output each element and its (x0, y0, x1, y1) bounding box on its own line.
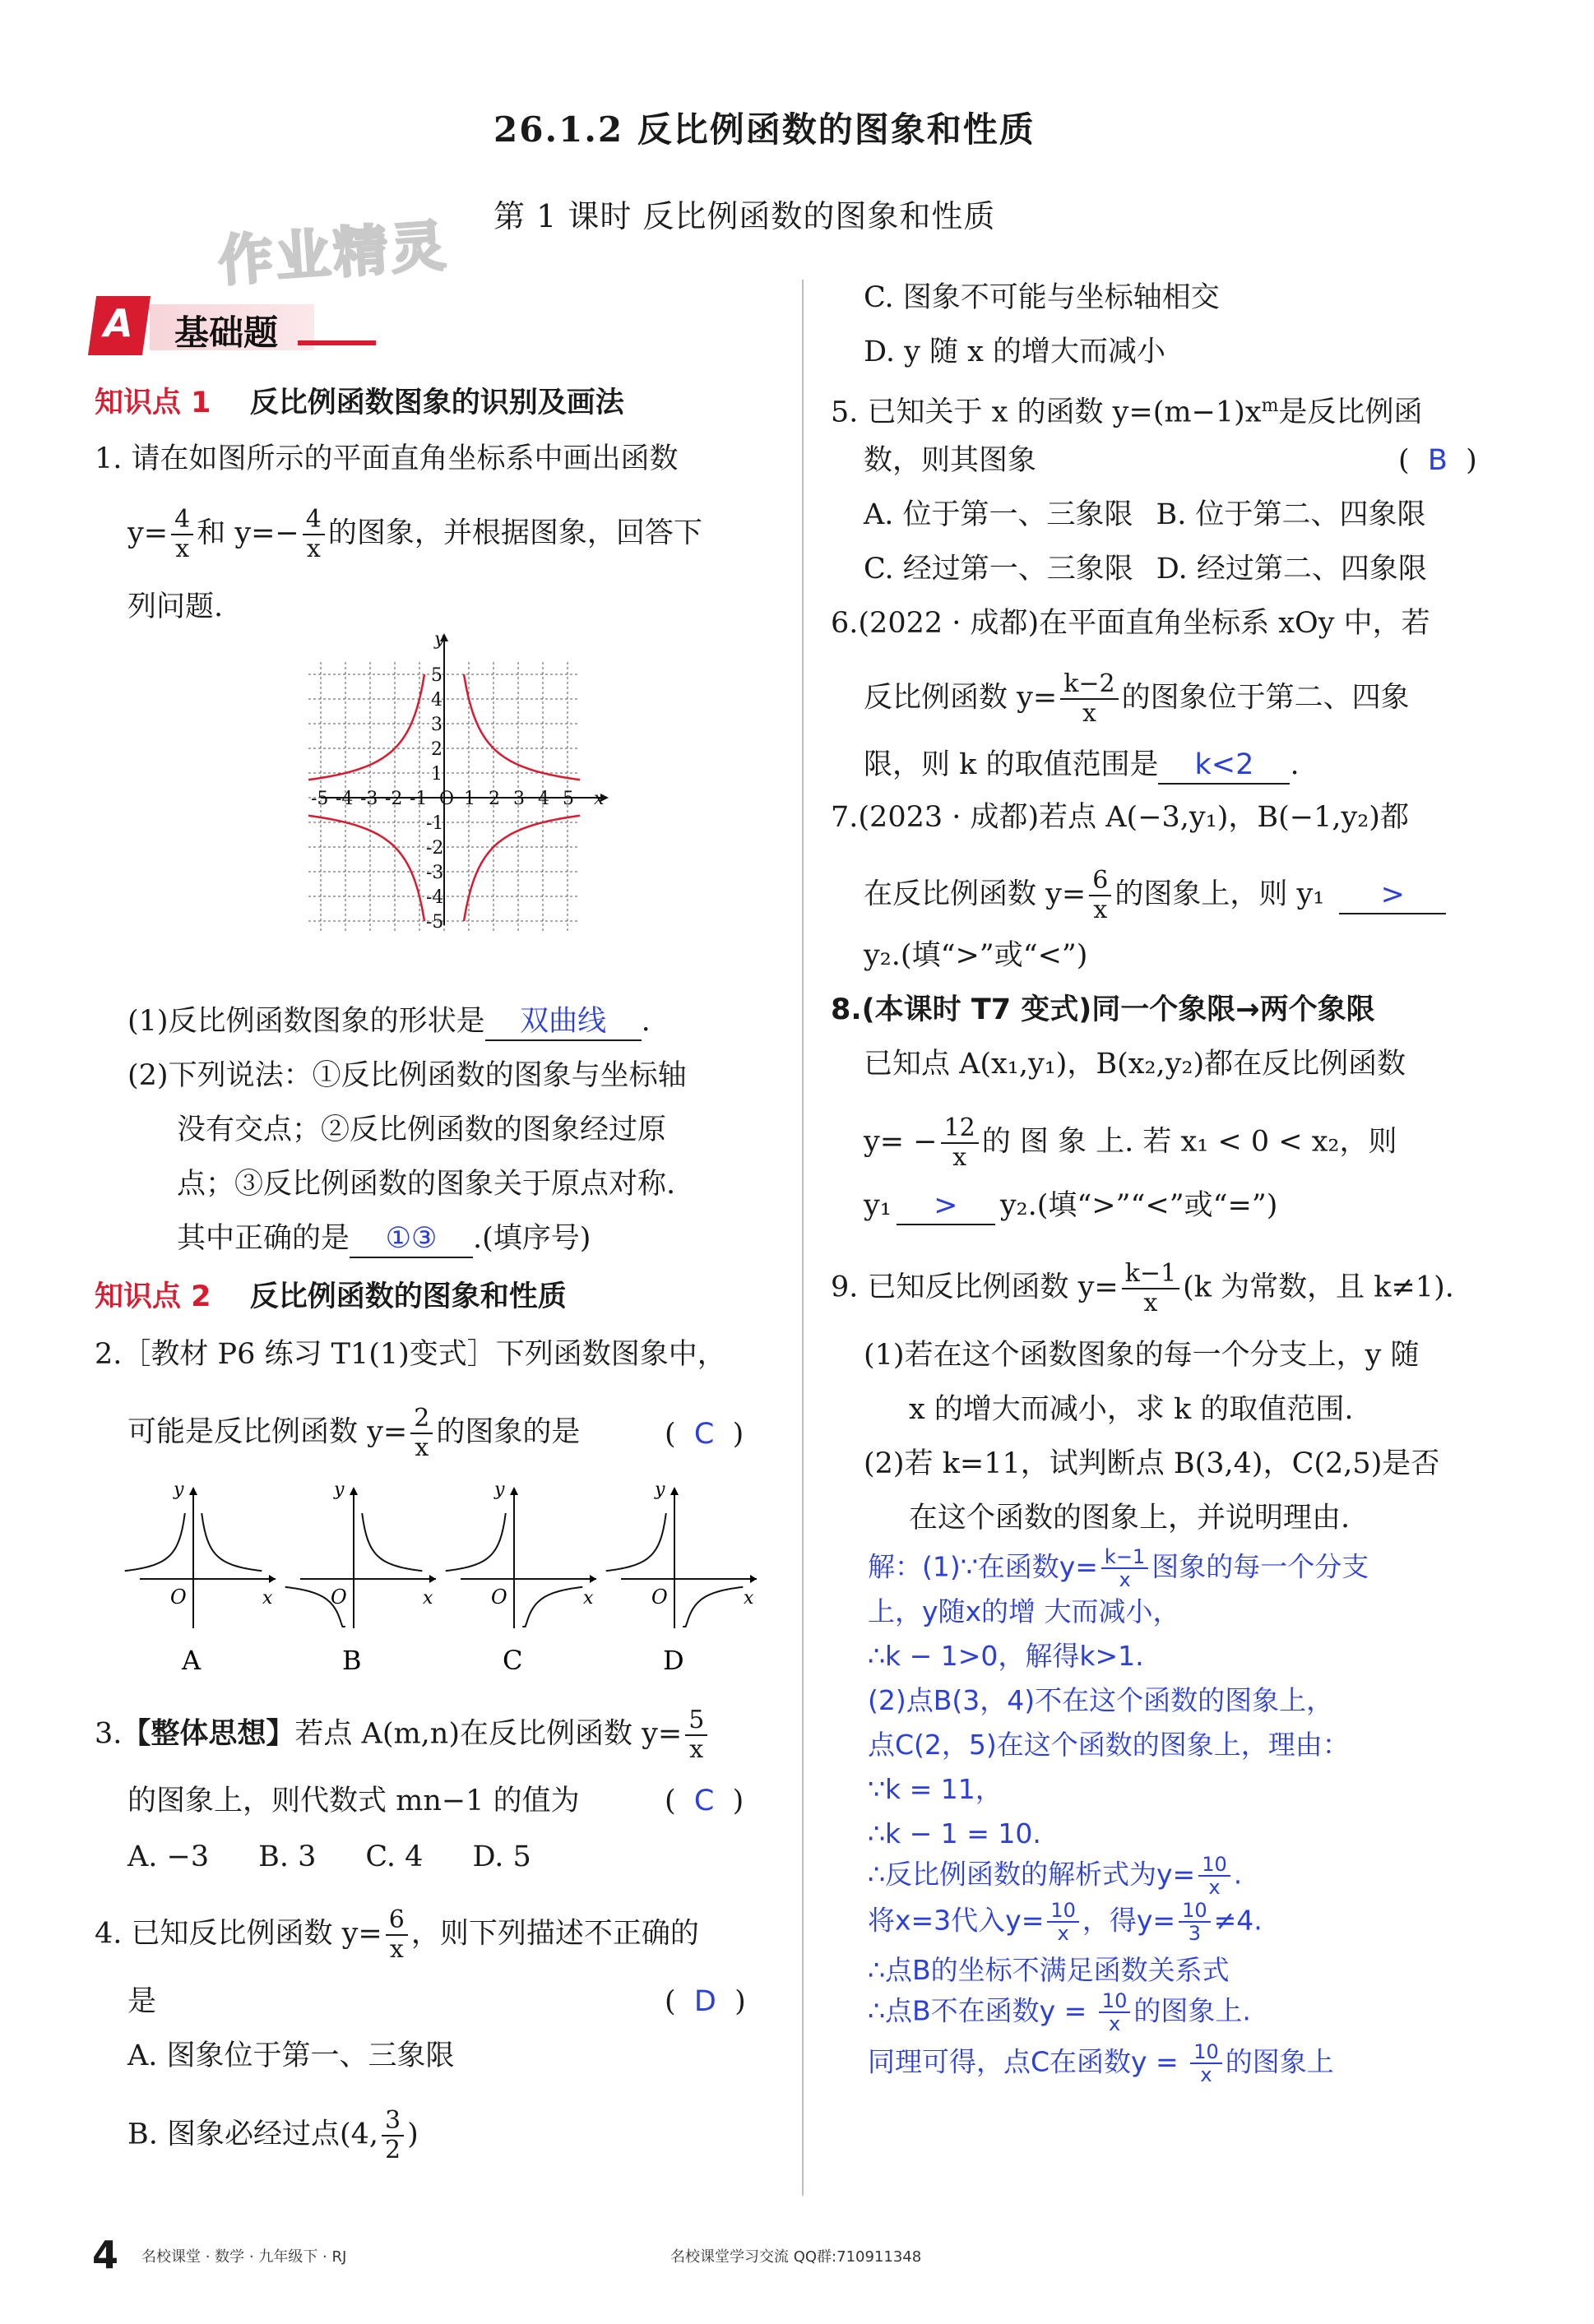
y-axis-label: y (434, 629, 445, 650)
q9-sub1-l1: (1)若在这个函数图象的每一个分支上，y 随 (864, 1339, 1420, 1372)
option-label: C (503, 1645, 523, 1676)
option-curve (446, 1513, 506, 1571)
q5-options-ab: A. 位于第一、三象限 B. 位于第二、四象限 (864, 498, 1426, 531)
q9-solution-10: ∴点B的坐标不满足函数关系式 (868, 1954, 1230, 1986)
section-badge (92, 296, 372, 355)
q9-solution-12: 同理可得，点C在函数y = $\frac{10}{x}$ 的图象上 (868, 2040, 1334, 2086)
q1-sub2-l1: (2)下列说法：①反比例函数的图象与坐标轴 (127, 1059, 687, 1092)
q3-line2: 的图象上，则代数式 mn−1 的值为 (127, 1785, 580, 1817)
q8-line1: 8.(本课时 T7 变式)同一个象限→两个象限 (831, 993, 1375, 1026)
hyperbola-grid-graph (311, 629, 609, 933)
option-curve (202, 1513, 262, 1571)
q5-answer: ( B ) (1398, 444, 1477, 477)
option-label: D (663, 1645, 684, 1676)
x-tick-label: 4 (538, 789, 549, 809)
option-curve (522, 1587, 582, 1627)
q4-answer: ( D ) (665, 1985, 746, 2018)
lesson-title: 第 1 课时 反比例函数的图象和性质 (493, 198, 996, 234)
x-label: x (423, 1588, 433, 1609)
q2-option-graphs (132, 1472, 754, 1678)
q7-line2: 在反比例函数 y= $\frac{6}{x}$ 的图象上，则 y₁ > (864, 867, 1446, 924)
q3-answer: ( C ) (665, 1785, 744, 1817)
q4-option-c: C. 图象不可能与坐标轴相交 (864, 281, 1220, 314)
hyperbola-branch (308, 816, 424, 921)
q4-line2: 是 (127, 1985, 157, 2018)
y-label: y (655, 1479, 665, 1500)
y-tick-label: 4 (431, 690, 443, 711)
y-label: y (174, 1479, 184, 1500)
badge-label: 基础题 (174, 312, 279, 353)
q9-solution-3: ∴k − 1>0，解得k>1. (868, 1640, 1144, 1672)
option-label: A (182, 1645, 202, 1676)
y-label: y (334, 1479, 345, 1500)
q1-line3: 列问题. (127, 590, 224, 623)
x-tick-label: 2 (489, 789, 500, 809)
q6-line1: 6.(2022 · 成都)在平面直角坐标系 xOy 中，若 (831, 607, 1430, 640)
q2-option-graph-B (285, 1479, 436, 1676)
knowledge-point-2: 知识点 2 反比例函数的图象和性质 (95, 1280, 567, 1313)
option-curve (362, 1513, 422, 1571)
x-tick-label: 5 (563, 789, 574, 809)
q9-line1: 9. 已知反比例函数 y= $\frac{k-1}{x}$ (k 为常数，且 k≠1). (831, 1259, 1454, 1317)
x-tick-label: -2 (385, 789, 403, 809)
origin-label: O (491, 1586, 507, 1609)
q9-solution-9: 将x=3代入y= $\frac{10}{x}$ ，得y= $\frac{10}{3}$ ≠4. (868, 1899, 1263, 1945)
q8-line2: 已知点 A(x₁,y₁)，B(x₂,y₂)都在反比例函数 (864, 1048, 1406, 1081)
x-tick-label: -4 (336, 789, 354, 809)
x-tick-label: 1 (464, 789, 475, 809)
q9-sub2-l1: (2)若 k=11，试判断点 B(3,4)，C(2,5)是否 (864, 1447, 1440, 1480)
option-curve (606, 1513, 666, 1571)
section-title: 26.1.2 反比例函数的图象和性质 (493, 109, 1036, 150)
q9-solution-6: ∵k = 11， (868, 1773, 1003, 1805)
x-axis-label: x (594, 789, 605, 809)
origin-label: O (331, 1586, 347, 1609)
q9-solution-2: 上，y随x的增 大而减小， (868, 1595, 1180, 1627)
q1-sub2-l2: 没有交点；②反比例函数的图象经过原 (177, 1113, 667, 1146)
q4-option-a: A. 图象位于第一、三象限 (127, 2039, 455, 2072)
q4-option-b: B. 图象必经过点(4, $\frac{3}{2}$ ) (127, 2106, 419, 2164)
x-tick-label: O (439, 789, 455, 809)
q5-line2: 数，则其图象 (864, 444, 1037, 477)
q1-line1: 1. 请在如图所示的平面直角坐标系中画出函数 (95, 442, 679, 475)
q9-solution-4: (2)点B(3，4)不在这个函数的图象上， (868, 1684, 1334, 1716)
page-number: 4 (92, 2233, 119, 2277)
knowledge-point-1: 知识点 1 反比例函数图象的识别及画法 (95, 387, 624, 419)
q1-sub1: (1)反比例函数图象的形状是 双曲线 . (127, 1003, 651, 1041)
q6-line2: 反比例函数 y= $\frac{k-2}{x}$ 的图象位于第二、四象 (864, 669, 1410, 728)
badge-underline (298, 340, 376, 345)
q2-line1: 2.［教材 P6 练习 T1(1)变式］下列函数图象中， (95, 1338, 726, 1371)
q1-sub2-l3: 点；③反比例函数的图象关于原点对称. (177, 1168, 676, 1201)
q7-line1: 7.(2023 · 成都)若点 A(−3,y₁)，B(−1,y₂)都 (831, 801, 1409, 834)
x-tick-label: -5 (311, 789, 329, 809)
q9-solution-5: 点C(2，5)在这个函数的图象上，理由： (868, 1729, 1350, 1761)
q9-sub1-l2: x 的增大而减小，求 k 的取值范围. (909, 1393, 1354, 1426)
column-divider (802, 280, 804, 2196)
q9-sub2-l2: 在这个函数的图象上，并说明理由. (909, 1502, 1351, 1535)
origin-label: O (651, 1586, 668, 1609)
q6-line3: 限，则 k 的取值范围是 k<2 . (864, 747, 1300, 785)
y-tick-label: 2 (431, 739, 443, 760)
y-label: y (494, 1479, 505, 1500)
origin-label: O (170, 1586, 187, 1609)
x-label: x (744, 1588, 754, 1609)
q4-line1: 4. 已知反比例函数 y= $\frac{6}{x}$ ，则下列描述不正确的 (95, 1905, 699, 1964)
y-tick-label: -2 (426, 838, 444, 859)
q1-line2: y= $\frac{4}{x}$ 和 y=− $\frac{4}{x}$ 的图象，并根据图象，回答下 (127, 505, 702, 563)
q8-line4: y₁ > y₂.(填“>”“<”或“=”) (864, 1187, 1277, 1225)
q2-answer: ( C ) (665, 1418, 744, 1451)
y-tick-label: -1 (426, 813, 444, 834)
x-tick-label: -3 (360, 789, 378, 809)
option-curve (125, 1513, 185, 1571)
watermark: 作业精灵 (216, 214, 451, 294)
option-label: B (342, 1645, 362, 1676)
badge-letter: A (104, 301, 133, 345)
q3-line1: 3.【整体思想】若点 A(m,n)在反比例函数 y= $\frac{5}{x}$ (95, 1706, 711, 1764)
q2-line2: 可能是反比例函数 y= $\frac{2}{x}$ 的图象的是 (127, 1404, 581, 1462)
footer-center: 名校课堂学习交流 QQ群:710911348 (670, 2248, 922, 2266)
q2-option-graph-A (125, 1479, 276, 1676)
q2-option-graph-D (606, 1479, 757, 1676)
q9-solution-8: ∴反比例函数的解析式为y= $\frac{10}{x}$ . (868, 1853, 1243, 1899)
q2-option-graph-C (446, 1479, 596, 1676)
q9-solution-7: ∴k − 1 = 10. (868, 1817, 1041, 1849)
hyperbola-branch (308, 674, 424, 780)
q5-line1: 5. 已知关于 x 的函数 $y=(m-1)x^m$是反比例函 (831, 396, 1423, 429)
q3-options: A. −3 B. 3 C. 4 D. 5 (127, 1840, 531, 1873)
x-tick-label: 3 (513, 789, 525, 809)
q9-solution-1: 解：(1)∵在函数y= $\frac{k-1}{x}$ 图象的每一个分支 (868, 1545, 1369, 1591)
x-label: x (262, 1588, 273, 1609)
option-curve (683, 1587, 743, 1627)
q7-line3: y₂.(填“>”或“<”) (864, 939, 1088, 972)
q1-sub2-l4: 其中正确的是 ①③ .(填序号) (177, 1220, 591, 1258)
q4-option-d: D. y 随 x 的增大而减小 (864, 336, 1165, 368)
hyperbola-branch (464, 816, 580, 921)
q8-line3: y= − $\frac{12}{x}$ 的 图 象 上. 若 x₁ < 0 < x₂，则 (864, 1113, 1397, 1172)
q9-solution-11: ∴点B不在函数y = $\frac{10}{x}$ 的图象上. (868, 1989, 1251, 2035)
y-tick-label: 3 (431, 715, 443, 735)
x-tick-label: -1 (410, 789, 428, 809)
y-tick-label: 1 (431, 764, 443, 785)
y-tick-label: -5 (426, 912, 444, 933)
q5-options-cd: C. 经过第一、三象限 D. 经过第二、四象限 (864, 553, 1427, 586)
y-tick-label: -3 (426, 863, 444, 883)
y-tick-label: -4 (426, 887, 444, 908)
y-tick-label: 5 (431, 665, 443, 686)
hyperbola-branch (464, 674, 580, 780)
x-label: x (583, 1588, 594, 1609)
footer-left: 名校课堂 · 数学 · 九年级下 · RJ (141, 2248, 347, 2266)
